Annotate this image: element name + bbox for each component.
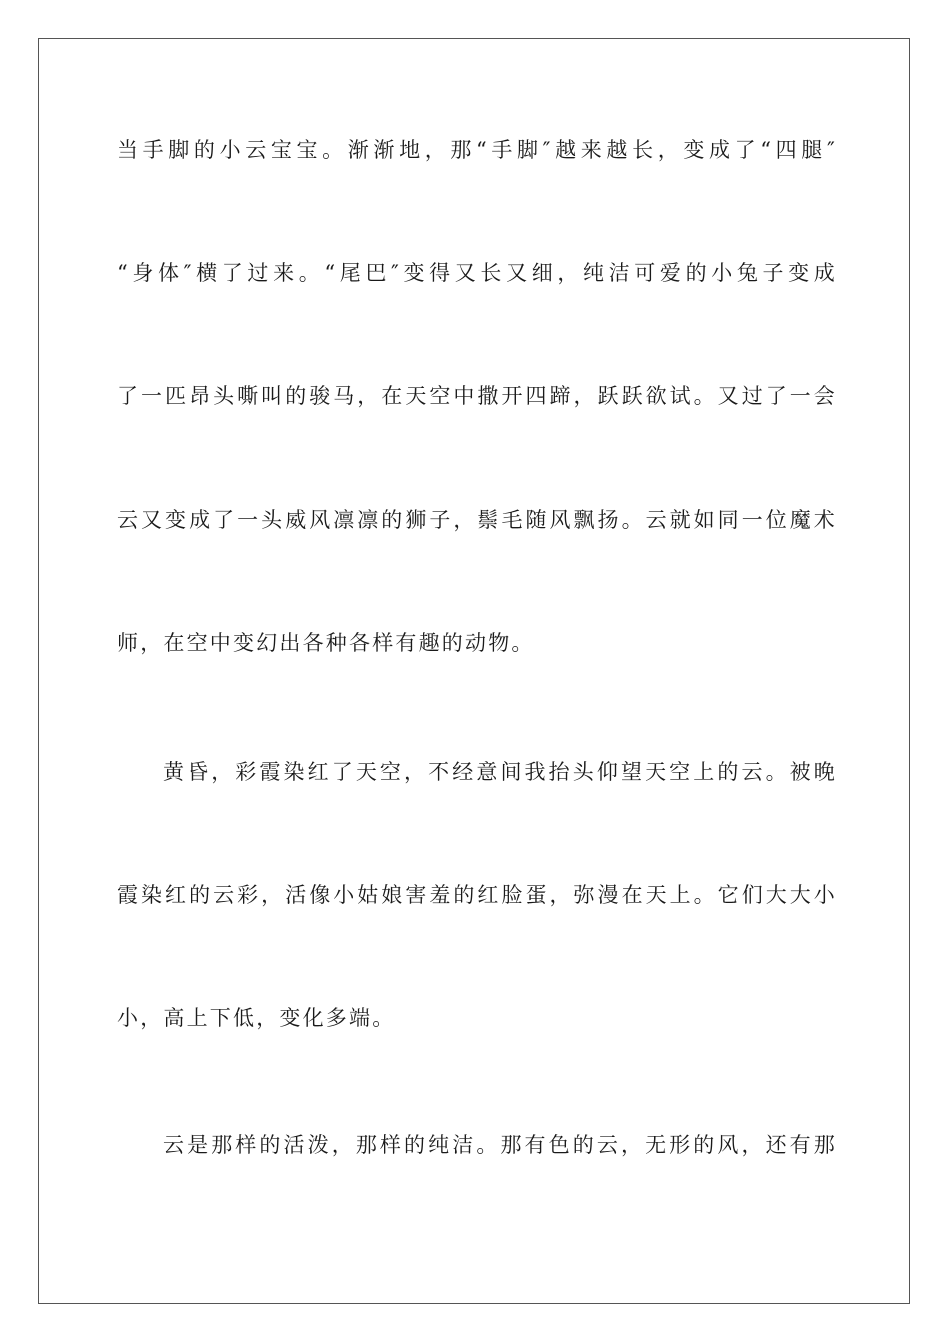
text-line-3: 了一匹昂头嘶叫的骏马，在天空中撒开四蹄，跃跃欲试。又过了一会: [117, 384, 837, 408]
text-line-4: 云又变成了一头威风凛凛的狮子，鬃毛随风飘扬。云就如同一位魔术: [117, 508, 837, 532]
text-line-1: 当手脚的小云宝宝。渐渐地，那“手脚″越来越长，变成了“四腿″: [117, 138, 837, 162]
text-line-5: 师，在空中变幻出各种各样有趣的动物。: [117, 631, 535, 655]
paragraph-2-line-2: 霞染红的云彩，活像小姑娘害羞的红脸蛋，弥漫在天上。它们大大小: [117, 883, 837, 907]
paragraph-3-line-1: 云是那样的活泼，那样的纯洁。那有色的云，无形的风，还有那: [163, 1133, 837, 1157]
paragraph-2-line-1: 黄昏，彩霞染红了天空，不经意间我抬头仰望天空上的云。被晚: [163, 760, 837, 784]
text-line-2: “身体″横了过来。“尾巴″变得又长又细，纯洁可爱的小兔子变成: [117, 261, 837, 285]
page-border: [38, 38, 910, 1304]
paragraph-2-line-3: 小，高上下低，变化多端。: [117, 1006, 396, 1030]
